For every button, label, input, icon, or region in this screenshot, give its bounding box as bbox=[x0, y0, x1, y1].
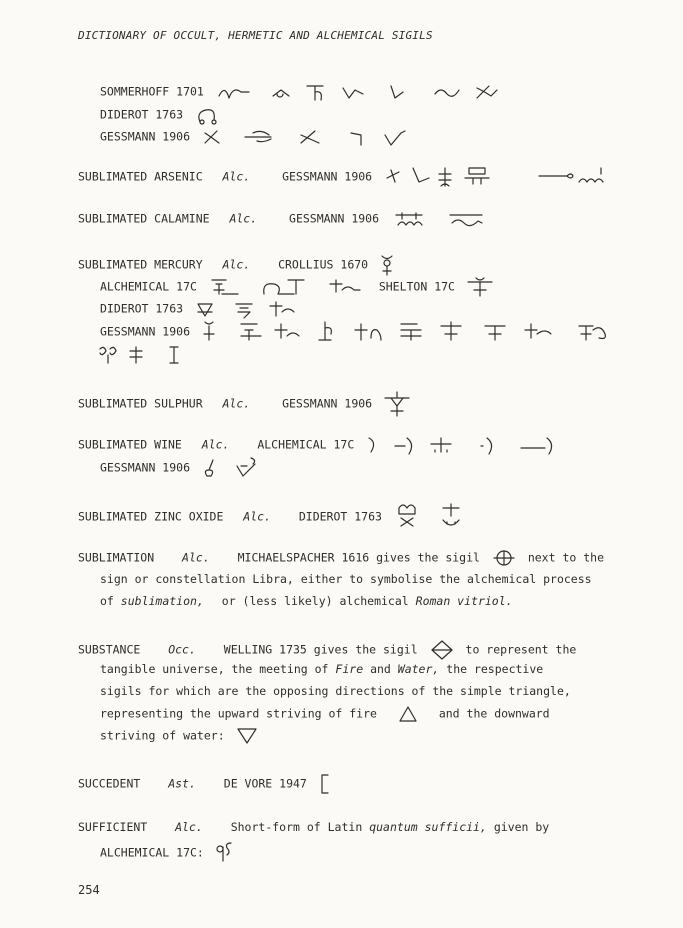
entry-category: Alc. bbox=[229, 211, 258, 226]
entry-sublimated-zinc-oxide bbox=[78, 502, 477, 532]
entry-category: Alc. bbox=[175, 820, 203, 834]
source-label: GESSMANN 1906 bbox=[100, 460, 191, 475]
entry-term: SUBLIMATION bbox=[78, 550, 155, 565]
sigil-glyph-icon bbox=[466, 276, 496, 298]
source-label: CROLLIUS 1670 bbox=[278, 257, 369, 272]
entry-continuation bbox=[100, 727, 262, 745]
body-text: and bbox=[370, 662, 391, 676]
entry-sublimated-wine bbox=[78, 434, 589, 456]
source-label: GESSMANN 1906 bbox=[100, 324, 191, 339]
sigil-glyph-icon bbox=[194, 298, 314, 320]
entry-term: SUFFICIENT bbox=[78, 820, 148, 834]
sigil-glyph-icon bbox=[390, 209, 500, 229]
sigil-glyph-icon bbox=[365, 434, 585, 456]
entry-term: SUBLIMATED ZINC OXIDE bbox=[78, 509, 224, 524]
body-text-italic: Fire bbox=[335, 662, 364, 676]
body-text: given by bbox=[493, 820, 550, 834]
body-text: and the downward bbox=[438, 706, 550, 721]
source-label: DE VORE 1947 bbox=[223, 776, 307, 791]
sulphur-sigil-icon bbox=[383, 390, 413, 418]
mercury-sigil-icon bbox=[379, 254, 395, 276]
body-text: WELLING 1735 gives the sigil bbox=[223, 642, 418, 657]
entry-sublimated-calamine bbox=[78, 209, 504, 229]
triangle-up-sigil-icon bbox=[398, 705, 418, 723]
body-text: the respective bbox=[446, 662, 544, 676]
entry-sublimated-sulphur bbox=[78, 390, 417, 418]
entry-term: SUBLIMATED WINE bbox=[78, 437, 182, 452]
body-text: striving of water: bbox=[100, 728, 225, 743]
body-text: representing the upward striving of fire bbox=[100, 706, 377, 721]
sigil-glyph-icon bbox=[215, 82, 515, 102]
body-text: MICHAELSPACHER 1616 gives the sigil bbox=[237, 550, 480, 565]
sigil-glyph-icon bbox=[194, 104, 224, 126]
entry-category: Alc. bbox=[201, 437, 230, 452]
bracket-sigil-icon bbox=[318, 773, 332, 795]
entry-category: Alc. bbox=[182, 550, 210, 565]
entry-sublimation bbox=[78, 549, 604, 567]
entry-term: SUBSTANCE bbox=[78, 642, 141, 657]
entry-sublimated-arsenic bbox=[78, 164, 637, 190]
entry-succedent bbox=[78, 773, 336, 795]
sigil-glyph-icon bbox=[201, 320, 631, 344]
qs-sigil-icon bbox=[215, 841, 235, 865]
body-text-italic: Water, bbox=[397, 662, 440, 676]
sigil-glyph-icon bbox=[201, 127, 441, 147]
entry-continuation bbox=[100, 661, 543, 677]
entry-continuation bbox=[100, 320, 635, 344]
entry-term: SUBLIMATED ARSENIC bbox=[78, 169, 203, 184]
entry-substance bbox=[78, 639, 576, 661]
source-label: GESSMANN 1906 bbox=[100, 129, 191, 144]
circle-cross-sigil-icon bbox=[491, 549, 517, 567]
entry-category: Alc. bbox=[222, 396, 251, 411]
sigil-glyph-icon bbox=[96, 343, 196, 365]
body-text: to represent the bbox=[465, 642, 577, 657]
body-text-italic: quantum sufficii, bbox=[369, 820, 487, 834]
body-text-italic: Roman vitriol. bbox=[415, 594, 513, 608]
page-number: 254 bbox=[78, 883, 100, 897]
entry-term: SUCCEDENT bbox=[78, 776, 141, 791]
source-label: DIDEROT 1763 bbox=[100, 301, 184, 316]
entry-continuation bbox=[100, 127, 445, 147]
entry-category: Alc. bbox=[222, 169, 251, 184]
sigil-glyph-icon bbox=[383, 164, 633, 190]
entry-continuation bbox=[100, 104, 228, 126]
entry-category: Alc. bbox=[243, 509, 271, 524]
entry-term: SUBLIMATED CALAMINE bbox=[78, 211, 210, 226]
entry-category: Alc. bbox=[222, 257, 251, 272]
entry-category: Occ. bbox=[168, 642, 196, 657]
body-text: sign or constellation Libra, either to symbolise the alchemical process bbox=[100, 572, 592, 586]
sigil-glyph-icon bbox=[393, 502, 473, 532]
entry-continuation bbox=[100, 82, 519, 102]
entry-sufficient bbox=[78, 819, 549, 835]
body-text: sigils for which are the opposing directions of the simple triangle, bbox=[100, 684, 571, 698]
entry-continuation bbox=[100, 841, 239, 865]
source-label: SHELTON 17C bbox=[378, 279, 455, 294]
source-label: GESSMANN 1906 bbox=[282, 169, 373, 184]
diamond-sigil-icon bbox=[429, 639, 455, 661]
body-text: of bbox=[100, 594, 114, 608]
running-header: DICTIONARY OF OCCULT, HERMETIC AND ALCHEMICAL SIGILS bbox=[78, 29, 433, 42]
source-label: ALCHEMICAL 17C: bbox=[100, 845, 204, 860]
source-label: ALCHEMICAL 17C bbox=[100, 279, 197, 294]
entry-term: SUBLIMATED MERCURY bbox=[78, 257, 203, 272]
entry-sublimated-mercury bbox=[78, 254, 399, 276]
body-text: next to the bbox=[527, 550, 604, 565]
entry-continuation bbox=[100, 593, 513, 609]
triangle-down-sigil-icon bbox=[236, 727, 258, 745]
source-label: GESSMANN 1906 bbox=[282, 396, 373, 411]
body-text: tangible universe, the meeting of bbox=[100, 662, 329, 676]
entry-continuation bbox=[100, 343, 200, 365]
sigil-glyph-icon bbox=[201, 456, 271, 480]
source-label: DIDEROT 1763 bbox=[100, 107, 184, 122]
body-text: Short-form of Latin bbox=[230, 820, 363, 834]
entry-continuation bbox=[100, 276, 500, 298]
source-label: GESSMANN 1906 bbox=[289, 211, 380, 226]
entry-continuation bbox=[100, 456, 275, 480]
sigil-glyph-icon bbox=[208, 276, 368, 298]
body-text-italic: sublimation, bbox=[120, 594, 204, 608]
entry-continuation bbox=[100, 705, 550, 723]
entry-category: Ast. bbox=[168, 776, 196, 791]
body-text: or (less likely) alchemical bbox=[221, 594, 409, 608]
entry-continuation bbox=[100, 298, 318, 320]
source-label: SOMMERHOFF 1701 bbox=[100, 84, 204, 99]
entry-term: SUBLIMATED SULPHUR bbox=[78, 396, 203, 411]
source-label: ALCHEMICAL 17C bbox=[257, 437, 355, 452]
source-label: DIDEROT 1763 bbox=[298, 509, 382, 524]
